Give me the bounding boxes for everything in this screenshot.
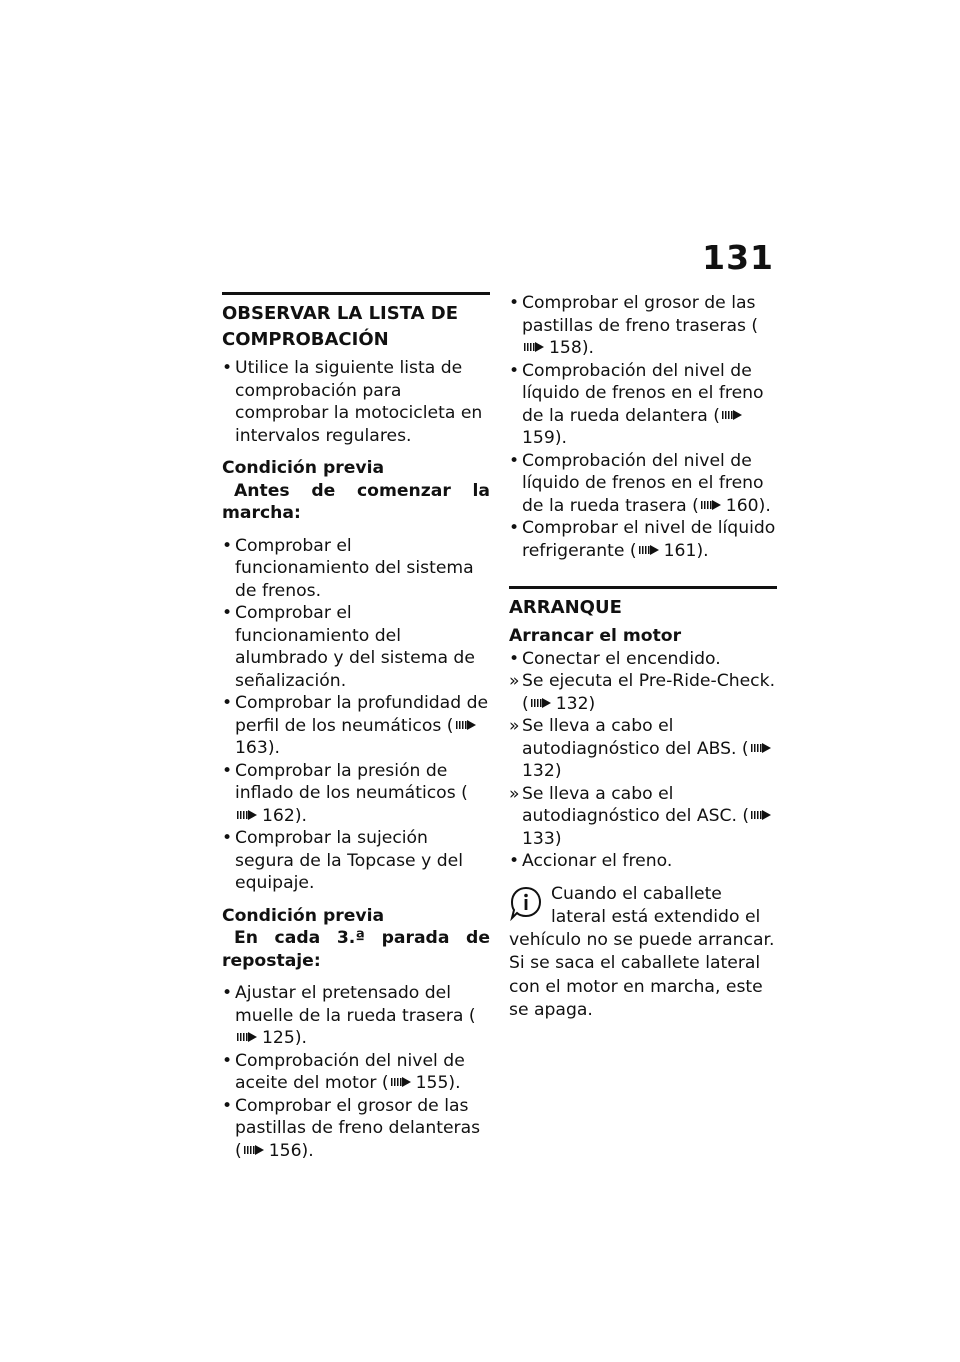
start-subheading: Arrancar el motor <box>509 626 682 646</box>
precondition-block <box>222 457 490 525</box>
page-reference-link[interactable]: 163 <box>235 738 268 758</box>
info-icon <box>509 885 543 921</box>
checklist-group-refuel <box>222 982 490 1162</box>
item-text-suffix: ) <box>588 693 596 714</box>
page-reference-arrow-icon <box>237 810 259 820</box>
page-reference-link[interactable]: 156 <box>268 1140 302 1161</box>
start-steps-list <box>509 648 777 873</box>
page-reference-link[interactable]: 132 <box>555 693 589 714</box>
item-text: Comprobar la sujeción segura de la Topcase y del equipaje. <box>235 828 463 893</box>
page-reference-link[interactable]: 162 <box>262 805 295 826</box>
item-text: Comprobar el grosor de las pastillas de freno traseras ( <box>522 293 759 336</box>
page-reference-arrow-icon <box>237 1032 259 1042</box>
page-number: 131 <box>702 238 774 277</box>
list-item <box>509 783 777 851</box>
section-divider <box>509 586 777 589</box>
page-reference-link[interactable]: 133 <box>522 828 555 849</box>
list-item <box>222 1050 490 1095</box>
page-reference-arrow-icon <box>701 500 723 510</box>
page-reference-link[interactable]: 132 <box>522 761 555 781</box>
section-divider <box>222 292 490 295</box>
page-reference-link[interactable]: 160 <box>725 495 759 516</box>
list-item <box>509 648 777 671</box>
precondition-text: En cada 3.ª parada de repostaje: <box>222 928 490 971</box>
item-text-suffix: ) <box>554 828 562 849</box>
item-text-suffix: ). <box>267 738 280 758</box>
item-text: Comprobación del nivel de líquido de frenos en el freno de la rueda trasera ( <box>522 450 764 516</box>
item-text: Conectar el encendido. <box>522 648 721 669</box>
note-text: Cuando el caballete lateral está extendido el vehículo no se puede arrancar. Si se saca el caballete lateral con el motor en marcha, este se apaga. <box>509 883 775 1020</box>
page-reference-link[interactable]: 161 <box>663 540 697 561</box>
page-reference-arrow-icon <box>722 410 744 420</box>
item-text: Comprobar la profundidad de perfil de los neumáticos ( <box>235 693 489 736</box>
list-item <box>222 982 490 1050</box>
item-text: Comprobar el nivel de líquido refrigerante ( <box>522 518 776 561</box>
list-item <box>509 360 777 450</box>
list-item <box>222 827 490 895</box>
list-item <box>509 292 777 360</box>
item-text: Comprobación del nivel de líquido de frenos en el freno de la rueda delantera ( <box>522 360 764 426</box>
item-text: Comprobar el grosor de las pastillas de freno delanteras ( <box>235 1095 481 1161</box>
list-item <box>222 1095 490 1163</box>
precondition-block <box>222 905 490 973</box>
left-column <box>222 292 490 1172</box>
page-reference-link[interactable]: 158 <box>549 338 582 358</box>
page-reference-arrow-icon <box>751 810 773 820</box>
precondition-label: Condición previa <box>222 905 385 926</box>
list-item <box>509 670 777 715</box>
page-reference-arrow-icon <box>244 1145 266 1155</box>
checklist-group-brakes <box>509 292 777 562</box>
item-text-suffix: ). <box>696 540 709 561</box>
page-reference-link[interactable]: 155 <box>415 1073 449 1093</box>
page-reference-arrow-icon <box>751 743 773 753</box>
page-reference-link[interactable]: 159 <box>522 428 555 448</box>
checklist-group-before-riding <box>222 535 490 895</box>
intro-list <box>222 357 490 447</box>
start-heading: ARRANQUE <box>509 597 622 618</box>
list-item <box>222 692 490 760</box>
item-text: Comprobación del nivel de aceite del motor ( <box>235 1050 465 1093</box>
intro-item: • Utilice la siguiente lista de comprobación para comprobar la motocicleta en intervalos regulares. <box>222 357 490 447</box>
item-text-suffix: ) <box>554 761 562 781</box>
list-item <box>222 760 490 828</box>
checklist-heading: OBSERVAR LA LISTA DE COMPROBACIÓN <box>222 303 459 350</box>
page-reference-arrow-icon <box>531 698 553 708</box>
item-text: Comprobar el funcionamiento del sistema de frenos. <box>235 535 474 601</box>
item-text-suffix: ). <box>554 428 567 448</box>
item-text-suffix: ). <box>758 495 771 516</box>
item-text: Se ejecuta el Pre-Ride-Check. ( <box>522 671 776 714</box>
item-text-suffix: ). <box>581 338 594 358</box>
item-text: Ajustar el pretensado del muelle de la rueda trasera ( <box>235 983 476 1026</box>
list-item <box>509 450 777 518</box>
item-text-suffix: ). <box>448 1073 461 1093</box>
page-reference-arrow-icon <box>391 1077 413 1087</box>
item-text-suffix: ). <box>294 1028 307 1048</box>
item-text: Accionar el freno. <box>522 851 673 871</box>
item-text-suffix: ). <box>294 805 307 826</box>
list-item <box>222 535 490 603</box>
page-reference-arrow-icon <box>639 545 661 555</box>
item-text: Se lleva a cabo el autodiagnóstico del ABS. ( <box>522 716 749 759</box>
list-item <box>509 715 777 783</box>
page-reference-arrow-icon <box>524 342 546 352</box>
item-text: Se lleva a cabo el autodiagnóstico del ASC. ( <box>522 783 750 826</box>
list-item <box>509 517 777 562</box>
page-reference-link[interactable]: 125 <box>262 1028 295 1048</box>
precondition-text: Antes de comenzar la marcha: <box>222 480 490 523</box>
item-text: Comprobar el funcionamiento del alumbrado y del sistema de señalización. <box>235 603 475 691</box>
precondition-label: Condición previa <box>222 458 385 478</box>
list-item <box>509 850 777 873</box>
right-column <box>509 292 777 1022</box>
info-note <box>509 883 777 1023</box>
page-reference-arrow-icon <box>456 720 478 730</box>
item-text-suffix: ). <box>301 1140 314 1161</box>
item-text: Comprobar la presión de inflado de los neumáticos ( <box>235 760 468 803</box>
list-item <box>222 602 490 692</box>
